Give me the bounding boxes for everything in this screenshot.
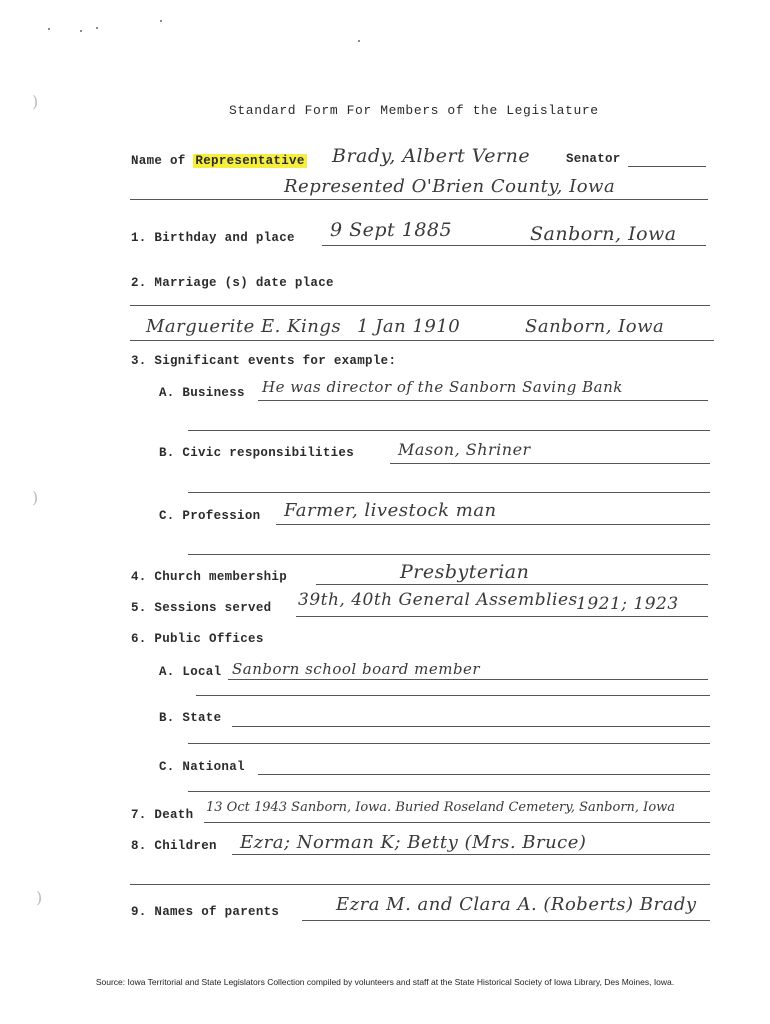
parents-line [302,920,710,921]
birthday-line [322,245,706,246]
children-line-2 [130,884,710,885]
name-label [131,154,307,168]
state-line-2 [188,743,710,744]
state-label: B. State [159,711,222,725]
civic-value: Mason, Shriner [398,440,531,459]
sessions-label: 5. Sessions served [131,601,272,615]
marriage-line-1 [130,305,710,306]
local-value: Sanborn school board member [232,660,481,678]
death-line [204,822,710,823]
church-label: 4. Church membership [131,570,288,584]
death-value: 13 Oct 1943 Sanborn, Iowa. Buried Roseland Cemetery, Sanborn, Iowa [206,800,676,815]
profession-line-2 [188,554,710,555]
church-line [316,584,708,585]
church-value: Presbyterian [400,561,530,583]
state-line [232,726,710,727]
marriage-date: 1 Jan 1910 [357,316,461,337]
sessions-value: 39th, 40th General Assemblies [298,590,578,610]
name-label-prefix: Name of [131,154,186,168]
profession-line [276,524,710,525]
business-line-2 [188,430,710,431]
business-line [258,400,708,401]
birthday-label: 1. Birthday and place [131,231,295,245]
children-label: 8. Children [131,839,217,853]
significant-events-label: 3. Significant events for example: [131,354,397,368]
sessions-years: 1921; 1923 [576,594,679,614]
binder-hole-mark: ) [32,92,39,111]
scan-speck [48,28,50,30]
public-offices-label: 6. Public Offices [131,632,264,646]
business-label: A. Business [159,386,245,400]
binder-hole-mark: ) [36,888,43,907]
name-value-line2: Represented O'Brien County, Iowa [284,176,616,197]
form-title: Standard Form For Members of the Legislature [229,103,599,118]
local-line [228,679,708,680]
children-line [232,854,710,855]
civic-line-2 [188,492,710,493]
marriage-place: Sanborn, Iowa [525,316,665,337]
scan-speck [96,27,98,29]
profession-value: Farmer, livestock man [284,500,497,521]
marriage-spouse: Marguerite E. Kings [146,316,342,337]
profession-label: C. Profession [159,509,261,523]
birthday-place: Sanborn, Iowa [530,223,677,245]
national-label: C. National [159,760,245,774]
marriage-line-2 [130,340,714,341]
children-value: Ezra; Norman K; Betty (Mrs. Bruce) [240,832,587,853]
civic-line [390,463,710,464]
sessions-line [296,616,708,617]
civic-label: B. Civic responsibilities [159,446,355,460]
scan-speck [358,40,360,42]
name-value: Brady, Albert Verne [332,145,531,167]
binder-hole-mark: ) [32,488,39,507]
senator-line [628,166,706,167]
scan-speck [160,20,162,22]
local-label: A. Local [159,665,222,679]
business-value: He was director of the Sanborn Saving Bank [262,378,623,396]
name-line-2 [130,199,708,200]
scan-speck [80,30,82,32]
parents-value: Ezra M. and Clara A. (Roberts) Brady [336,894,697,915]
local-line-2 [196,695,710,696]
birthday-date: 9 Sept 1885 [330,219,453,241]
national-line [258,774,710,775]
parents-label: 9. Names of parents [131,905,280,919]
representative-highlight: Representative [195,154,305,168]
source-footer: Source: Iowa Territorial and State Legislators Collection compiled by volunteers and staff at the State Historical Society of Iowa Library, Des Moines, Iowa. [95,977,675,987]
death-label: 7. Death [131,808,194,822]
senator-label: Senator [566,152,621,166]
marriage-label: 2. Marriage (s) date place [131,276,334,290]
national-line-2 [188,791,710,792]
